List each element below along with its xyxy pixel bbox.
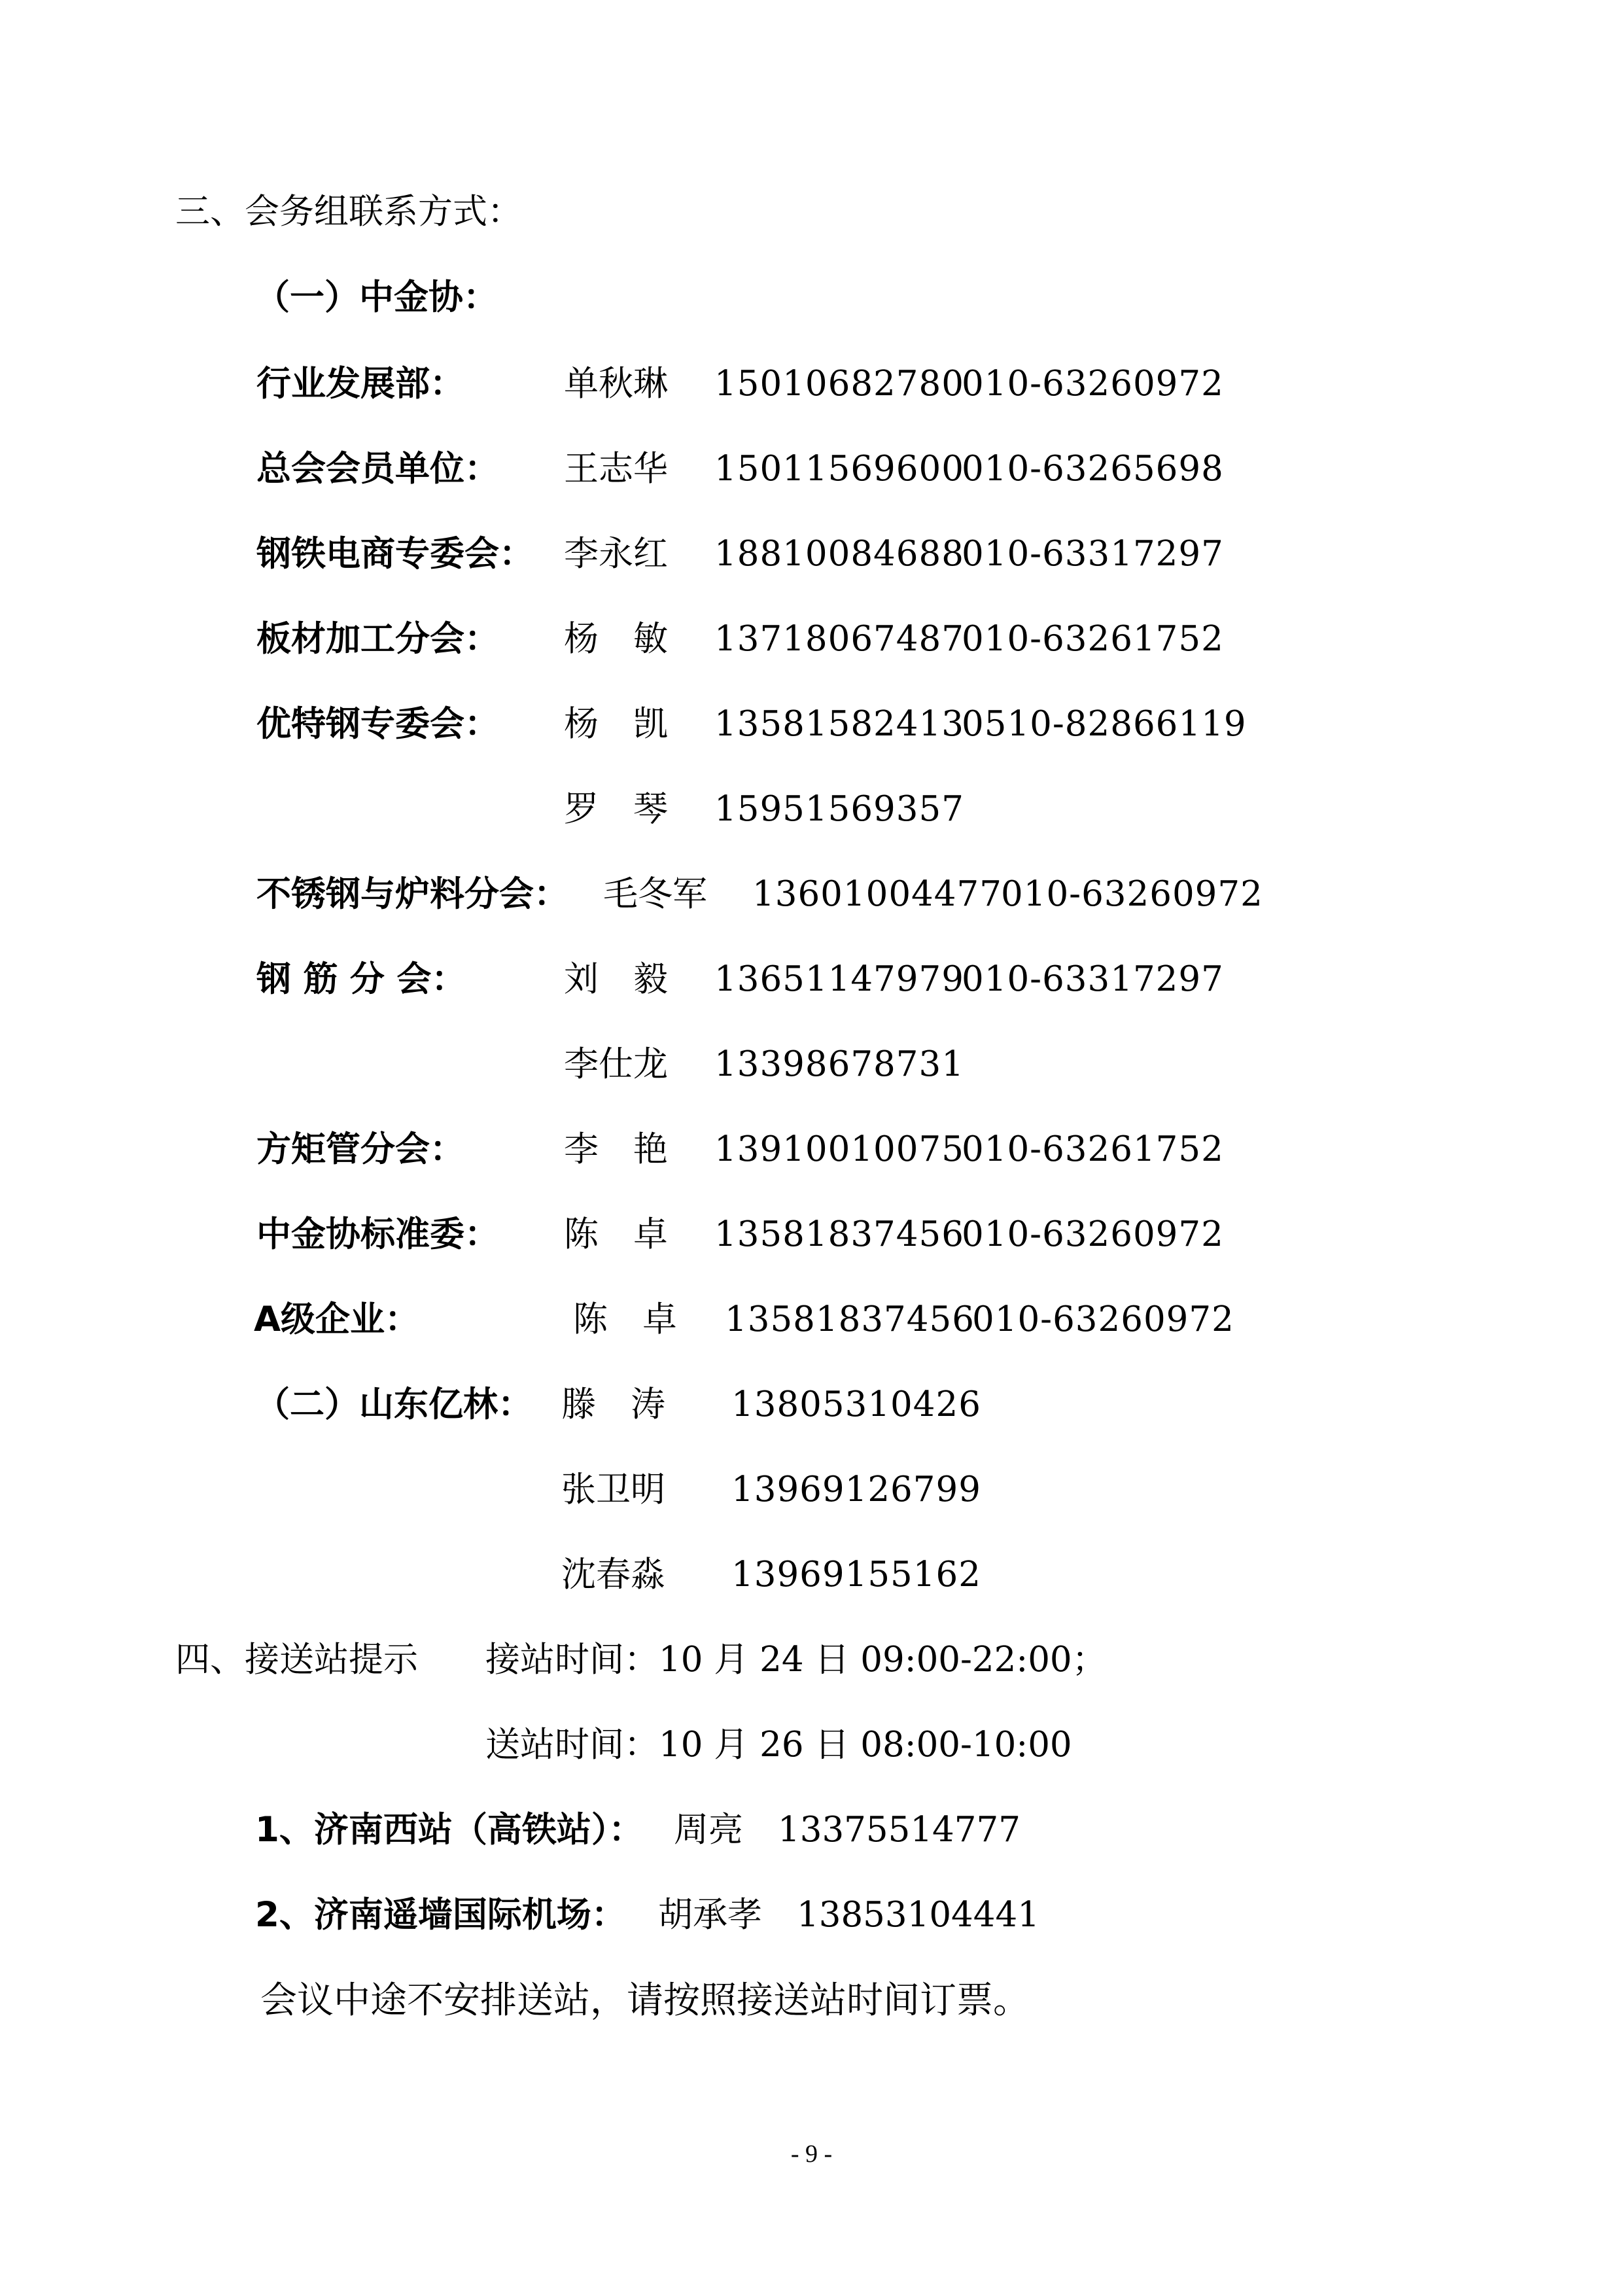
mobile-number: 15951569357: [714, 789, 964, 829]
contact-name: 陈 卓: [564, 1214, 668, 1254]
contact-name: 毛冬军: [603, 874, 707, 914]
contact-name: 陈 卓: [573, 1299, 677, 1339]
contact-name: 罗 琴: [564, 789, 668, 829]
mobile-number: 13805310426: [731, 1385, 981, 1424]
office-phone: 010-63261752: [962, 619, 1224, 659]
dropoff-time: 送站时间：10 月 26 日 08:00-10:00: [485, 1725, 1072, 1765]
dept-label: 方矩管分会：: [256, 1129, 464, 1169]
contact-name: 杨 凯: [564, 704, 668, 744]
office-phone: 010-63317297: [962, 534, 1224, 574]
mobile-number: 13581582413: [714, 704, 964, 744]
mobile-number: 13651147979: [714, 959, 964, 999]
contact-name: 单秋琳: [564, 364, 668, 404]
mobile-number: 13718067487: [714, 619, 964, 659]
pickup-time: 接站时间：10 月 24 日 09:00-22:00；: [485, 1640, 1107, 1680]
office-phone: 010-63260972: [962, 364, 1224, 404]
mobile-number: 13398678731: [714, 1044, 964, 1084]
page-number: - 9 -: [790, 2140, 833, 2168]
dept-label: 钢 筋 分 会：: [256, 959, 466, 999]
contact-name: 李永红: [564, 534, 668, 574]
mobile-number: 18810084688: [714, 534, 964, 574]
contact-name: 李仕龙: [564, 1044, 668, 1084]
station-jinan-west-contact: 周亮 13375514777: [674, 1810, 1021, 1850]
dept-label: A级企业：: [254, 1299, 420, 1339]
dept-label: 总会会员单位：: [256, 449, 499, 489]
dept-label: 优特钢专委会：: [256, 704, 499, 744]
mobile-number: 15011569600: [714, 449, 964, 489]
section3-heading: 三、会务组联系方式：: [175, 192, 522, 232]
office-phone: 010-63260972: [1001, 874, 1263, 914]
mobile-number: 13581837456: [714, 1214, 964, 1254]
contact-name: 滕 涛: [561, 1385, 665, 1424]
subsection-zhongjinxie: （一）中金协：: [255, 277, 498, 317]
mobile-number: 15010682780: [714, 364, 964, 404]
dept-label: 中金协标准委：: [256, 1214, 499, 1254]
office-phone: 010-63260972: [962, 1214, 1224, 1254]
mobile-number: 13969155162: [731, 1555, 981, 1595]
mobile-number: 13910010075: [714, 1129, 964, 1169]
mobile-number: 13581837456: [725, 1299, 975, 1339]
dept-label: 板材加工分会：: [256, 619, 499, 659]
contact-name: 沈春淼: [561, 1555, 665, 1595]
section4-heading: 四、接送站提示: [175, 1640, 418, 1680]
office-phone: 010-63317297: [962, 959, 1224, 999]
dept-label: 行业发展部：: [256, 364, 464, 404]
subsection-label: （二）山东亿林：: [255, 1385, 532, 1424]
station-jinan-west-label: 1、济南西站（高铁站）：: [255, 1810, 644, 1850]
contact-name: 刘 毅: [564, 959, 668, 999]
contact-name: 王志华: [564, 449, 668, 489]
booking-note: 会议中途不安排送站，请按照接送站时间订票。: [260, 1979, 1030, 2022]
station-airport-label: 2、济南遥墙国际机场：: [255, 1895, 626, 1935]
contact-name: 张卫明: [561, 1470, 665, 1510]
office-phone: 010-63265698: [962, 449, 1224, 489]
mobile-number: 13969126799: [731, 1470, 981, 1510]
office-phone: 0510-82866119: [962, 704, 1247, 744]
dept-label: 钢铁电商专委会：: [256, 534, 534, 574]
office-phone: 010-63261752: [962, 1129, 1224, 1169]
mobile-number: 13601004477: [752, 874, 1002, 914]
contact-name: 李 艳: [564, 1129, 668, 1169]
office-phone: 010-63260972: [972, 1299, 1234, 1339]
station-airport-contact: 胡承孝 13853104441: [658, 1895, 1039, 1935]
dept-label: 不锈钢与炉料分会：: [256, 874, 568, 914]
contact-name: 杨 敏: [564, 619, 668, 659]
